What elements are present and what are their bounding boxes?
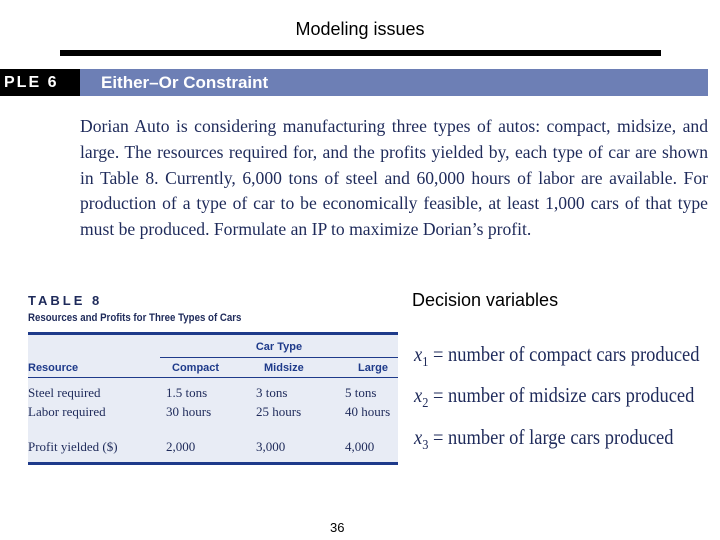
column-header-midsize: Midsize xyxy=(264,362,304,374)
table-cell: 4,000 xyxy=(345,439,375,454)
example-tag: PLE 6 xyxy=(0,69,80,96)
example-name: Either–Or Constraint xyxy=(80,69,708,96)
table-cell: 2,000 xyxy=(166,439,196,454)
variable-subscript: 3 xyxy=(422,438,429,453)
column-header-compact: Compact xyxy=(172,362,220,374)
decision-variable-1 xyxy=(414,342,699,371)
variable-description: number of midsize cars produced xyxy=(448,383,695,407)
problem-statement: Dorian Auto is considering manufacturing three types of autos: compact, midsize, and large. The resources required for, and the profits yielded by, each type of car are shown in Table 8. Currently, 6,000 tons of steel and 60,000 hours of labor are available. For production of a type of car to be economically feasible, at least 1,000 cars of that type must be produced. Formulate an IP to maximize Dorian’s profit. xyxy=(80,116,708,240)
variable-symbol: x xyxy=(414,342,423,366)
table-cell: 25 hours xyxy=(256,404,302,419)
table-group-rule xyxy=(160,357,398,358)
table-cell: 1.5 tons xyxy=(166,385,208,400)
table-cell: 5 tons xyxy=(345,385,377,400)
title-underline xyxy=(60,50,661,56)
table-cell: Steel required xyxy=(28,385,101,400)
equals-sign: = xyxy=(432,383,444,407)
equals-sign: = xyxy=(432,425,444,449)
table-cell: 3 tons xyxy=(256,385,288,400)
table-bottom-rule xyxy=(28,462,398,465)
table-cell: Profit yielded ($) xyxy=(28,439,118,454)
variable-subscript: 2 xyxy=(422,396,429,411)
decision-variable-3 xyxy=(414,425,673,454)
equals-sign: = xyxy=(432,342,444,366)
table-subtitle: Resources and Profits for Three Types of Cars xyxy=(28,312,242,324)
table-caption: TABLE 8 xyxy=(28,293,103,308)
decision-variables-title: Decision variables xyxy=(412,290,559,310)
column-header-large: Large xyxy=(358,362,388,374)
slide-title: Modeling issues xyxy=(295,19,425,39)
column-header-resource: Resource xyxy=(28,362,79,374)
table-cell: Labor required xyxy=(28,404,106,419)
table-group-header: Car Type xyxy=(255,341,303,353)
variable-description: number of compact cars produced xyxy=(448,342,700,366)
table-cell: 40 hours xyxy=(345,404,391,419)
variable-subscript: 1 xyxy=(422,355,429,370)
decision-variable-2 xyxy=(414,383,694,412)
variable-description: number of large cars produced xyxy=(448,425,674,449)
variable-symbol: x xyxy=(414,383,423,407)
example-header xyxy=(0,69,708,96)
table-header-rule xyxy=(28,377,398,378)
table-cell: 3,000 xyxy=(256,439,286,454)
table-cell: 30 hours xyxy=(166,404,212,419)
variable-symbol: x xyxy=(414,425,423,449)
page-number: 36 xyxy=(330,520,345,535)
